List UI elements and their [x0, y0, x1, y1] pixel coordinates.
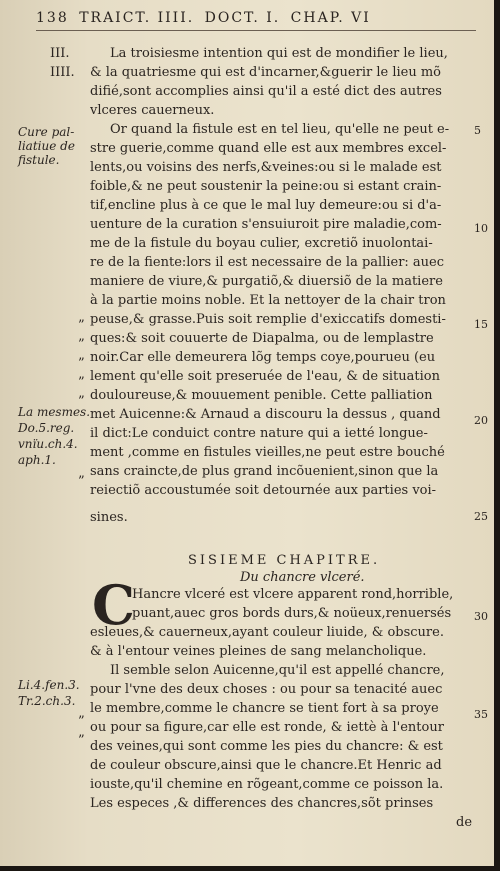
drop-cap: C	[92, 573, 135, 637]
text-line: lents,ou voisins des nerfs,&veines:ou si le malade est	[90, 160, 442, 175]
text-line: noir.Car elle demeurera lõg temps coye,pourueu (eu	[90, 350, 436, 365]
text-line: puant,auec gros bords durs,& noüeux,renuersés	[132, 606, 452, 621]
quote-mark: ”	[78, 356, 85, 371]
line-number-5: 5	[474, 124, 481, 137]
text-line: stre guerie,comme quand elle est aux membres excel-	[90, 141, 447, 156]
quote-mark: ”	[78, 733, 85, 748]
line-number-15: 15	[474, 318, 488, 331]
text-line: sans craincte,de plus grand incõuenient,sinon que la	[90, 464, 439, 479]
text-line: des veines,qui sont comme les pies du chancre: & est	[90, 739, 443, 754]
page-number: 138	[36, 10, 69, 26]
text-line: & à l'entour veines pleines de sang melancholique.	[90, 644, 427, 659]
line-number-25: 25	[474, 510, 488, 523]
side-note-la-mesmes: La mesmes.	[18, 405, 91, 419]
line-number-20: 20	[474, 414, 488, 427]
marker-iiii: IIII.	[50, 65, 75, 80]
text-line: uenture de la curation s'ensuiuroit pire maladie,com-	[90, 217, 442, 232]
header-doct: DOCT. I.	[204, 10, 281, 26]
header-title: TRAICT. IIII.	[79, 10, 195, 26]
text-line: me de la fistule du boyau culier, excretiõ inuolontai-	[90, 236, 433, 251]
text-line: sines.	[90, 510, 128, 525]
quote-mark: ”	[78, 337, 85, 352]
quote-mark: ”	[78, 394, 85, 409]
quote-mark: ”	[78, 318, 85, 333]
side-note-ref-do: Do.5.reg.	[18, 421, 75, 435]
text-line: Les especes ,& differences des chancres,sõt prinses	[90, 796, 434, 811]
line-number-35: 35	[474, 708, 488, 721]
chapter-title: SISIEME CHAPITRE.	[188, 553, 381, 568]
text-line: douloureuse,& mouuement penible. Cette palliation	[90, 388, 433, 403]
header-chap: CHAP. VI	[290, 10, 371, 26]
text-line: il dict:Le conduict contre nature qui a ietté longue-	[90, 426, 428, 441]
text-line: esleues,& cauerneux,ayant couleur liuide, & obscure.	[90, 625, 444, 640]
side-note-ref-tr: Tr.2.ch.3.	[18, 694, 76, 708]
text-line: Il semble selon Auicenne,qu'il est appellé chancre,	[110, 663, 445, 678]
quote-mark: ”	[78, 375, 85, 390]
text-line: à la partie moins noble. Et la nettoyer de la chair tron	[90, 293, 446, 308]
text-line: Or quand la fistule est en tel lieu, qu'elle ne peut e-	[110, 122, 450, 137]
text-line: ou pour sa figure,car elle est ronde, & iettè à l'entour	[90, 720, 444, 735]
header-rule	[36, 30, 476, 31]
text-line: Hancre vlceré est vlcere apparent rond,horrible,	[132, 587, 454, 602]
text-line: tif,encline plus à ce que le mal luy demeure:ou si d'a-	[90, 198, 442, 213]
text-line: peuse,& grasse.Puis soit remplie d'exiccatifs domesti-	[90, 312, 446, 327]
text-line: met Auicenne:& Arnaud a discouru la dessus , quand	[90, 407, 441, 422]
side-note-ref-vniu: vnïu.ch.4.	[18, 437, 78, 451]
quote-mark: ”	[78, 474, 85, 489]
text-line: La troisiesme intention qui est de mondifier le lieu,	[110, 46, 448, 61]
text-line: difié,sont accomplies ainsi qu'il a esté dict des autres	[90, 84, 442, 99]
chapter-subtitle: Du chancre vlceré.	[240, 570, 365, 585]
text-line: ques:& soit couuerte de Diapalma, ou de lemplastre	[90, 331, 434, 346]
side-note-cure-palliatiue: Cure pal- liatiue de fistule.	[18, 125, 75, 167]
text-line: & la quatriesme qui est d'incarner,&guerir le lieu mõ	[90, 65, 441, 80]
text-line: pour l'vne des deux choses : ou pour sa tenacité auec	[90, 682, 443, 697]
text-line: maniere de viure,& purgatiõ,& diuersiõ de la matiere	[90, 274, 443, 289]
side-note-ref-aph: aph.1.	[18, 453, 56, 467]
text-line: ment ,comme en fistules vieilles,ne peut estre bouché	[90, 445, 445, 460]
text-line: foible,& ne peut soustenir la peine:ou si estant crain-	[90, 179, 442, 194]
catchword: de	[456, 815, 473, 830]
text-line: le membre,comme le chancre se tient fort à sa proye	[90, 701, 439, 716]
quote-mark: ”	[78, 714, 85, 729]
line-number-30: 30	[474, 610, 488, 623]
text-line: reiectiõ accoustumée soit detournée aux parties voi-	[90, 483, 437, 498]
line-number-10: 10	[474, 222, 488, 235]
text-line: lement qu'elle soit preseruée de l'eau, & de situation	[90, 369, 440, 384]
side-note-ref-li: Li.4.fen.3.	[18, 678, 80, 692]
text-line: vlceres cauerneux.	[90, 103, 215, 118]
text-line: re de la fiente:lors il est necessaire de la pallier: auec	[90, 255, 445, 270]
running-head	[36, 10, 476, 26]
text-line: iouste,qu'il chemine en rõgeant,comme ce poisson la.	[90, 777, 444, 792]
marker-iii: III.	[50, 46, 70, 61]
text-line: de couleur obscure,ainsi que le chancre.Et Henric ad	[90, 758, 442, 773]
